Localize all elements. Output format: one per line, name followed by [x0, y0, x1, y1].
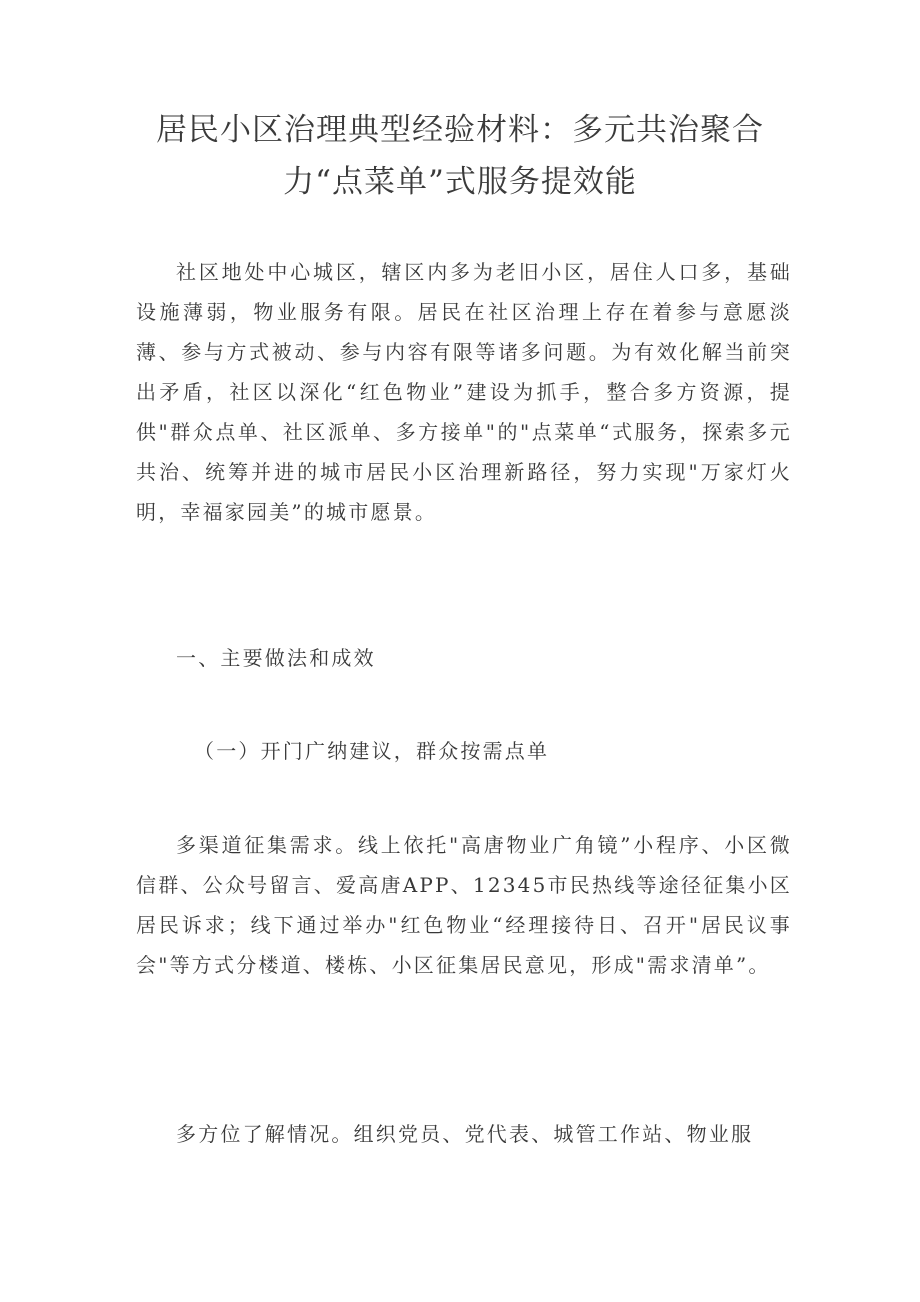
paragraph-multi-aspect-understanding: 多方位了解情况。组织党员、党代表、城管工作站、物业服	[176, 1122, 754, 1146]
section-heading-main-practices: 一、主要做法和成效	[176, 646, 376, 670]
intro-paragraph: 社区地处中心城区，辖区内多为老旧小区，居住人口多，基础设施薄弱，物业服务有限。居民在社区治理上存在着参与意愿淡薄、参与方式被动、参与内容有限等诸多问题。为有效化解当前突出矛盾，社区以深化“红色物业”建设为抓手，整合多方资源，提供"群众点单、社区派单、多方接单"的"点菜单“式服务，探索多元共治、统筹并进的城市居民小区治理新路径，努力实现"万家灯火明，幸福家园美”的城市愿景。	[136, 260, 792, 524]
subsection-heading-open-suggestions: （一）开门广纳建议，群众按需点单	[194, 739, 550, 763]
paragraph-multi-channel-collection: 多渠道征集需求。线上依托"高唐物业广角镜”小程序、小区微信群、公众号留言、爱高唐APP、12345市民热线等途径征集小区居民诉求；线下通过举办"红色物业“经理接待日、召开"居民议事会"等方式分楼道、楼栋、小区征集居民意见，形成"需求清单”。	[136, 833, 792, 977]
document-title-line1: 居民小区治理典型经验材料：多元共治聚合	[156, 112, 764, 148]
document-title-line2: 力“点菜单”式服务提效能	[283, 164, 637, 200]
